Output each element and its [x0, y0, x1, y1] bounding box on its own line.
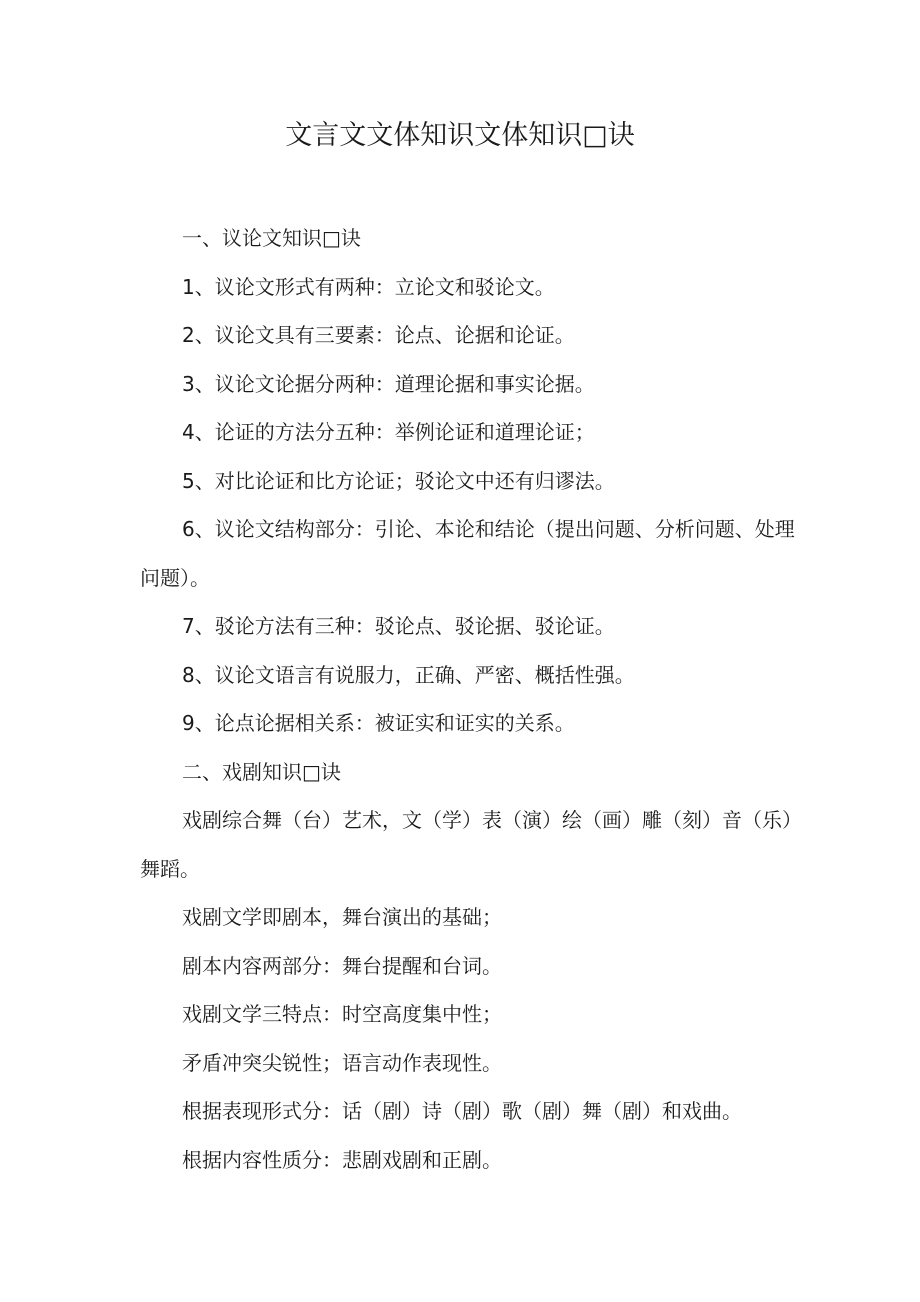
- paragraph: 3、议论文论据分两种：道理论据和事实论据。: [182, 371, 595, 396]
- paragraph: 根据内容性质分：悲剧戏剧和正剧。: [182, 1147, 502, 1172]
- paragraph: 4、论证的方法分五种：举例论证和道理论证；: [182, 420, 595, 444]
- paragraph: 戏剧文学三特点：时空高度集中性；: [182, 1002, 502, 1026]
- paragraph: 6、议论文结构部分：引论、本论和结论（提出问题、分析问题、处理问题）。: [140, 517, 795, 590]
- paragraph: 戏剧文学即剧本，舞台演出的基础；: [182, 905, 502, 929]
- paragraph: 戏剧综合舞（台）艺术，文（学）表（演）绘（画）雕（刻）音（乐）舞蹈。: [140, 808, 792, 881]
- section-heading-argumentative: 一、议论文知识□诀: [182, 226, 361, 250]
- paragraph: 2、议论文具有三要素：论点、论据和论证。: [182, 323, 575, 347]
- paragraph: 矛盾冲突尖锐性；语言动作表现性。: [182, 1050, 502, 1075]
- paragraph: 7、驳论方法有三种：驳论点、驳论据、驳论证。: [182, 614, 615, 638]
- document-body: [140, 214, 800, 1184]
- paragraph: 8、议论文语言有说服力，正确、严密、概括性强。: [182, 662, 635, 687]
- paragraph: 5、对比论证和比方论证；驳论文中还有归谬法。: [182, 468, 615, 493]
- paragraph: 1、议论文形式有两种：立论文和驳论文。: [182, 274, 555, 299]
- section-heading-drama: 二、戏剧知识□诀: [182, 759, 341, 784]
- paragraph: 剧本内容两部分：舞台提醒和台词。: [182, 953, 502, 978]
- paragraph: 9、论点论据相关系：被证实和证实的关系。: [182, 711, 575, 735]
- paragraph: 根据表现形式分：话（剧）诗（剧）歌（剧）舞（剧）和戏曲。: [182, 1099, 742, 1123]
- document-title: 文言文文体知识文体知识□诀: [285, 120, 635, 151]
